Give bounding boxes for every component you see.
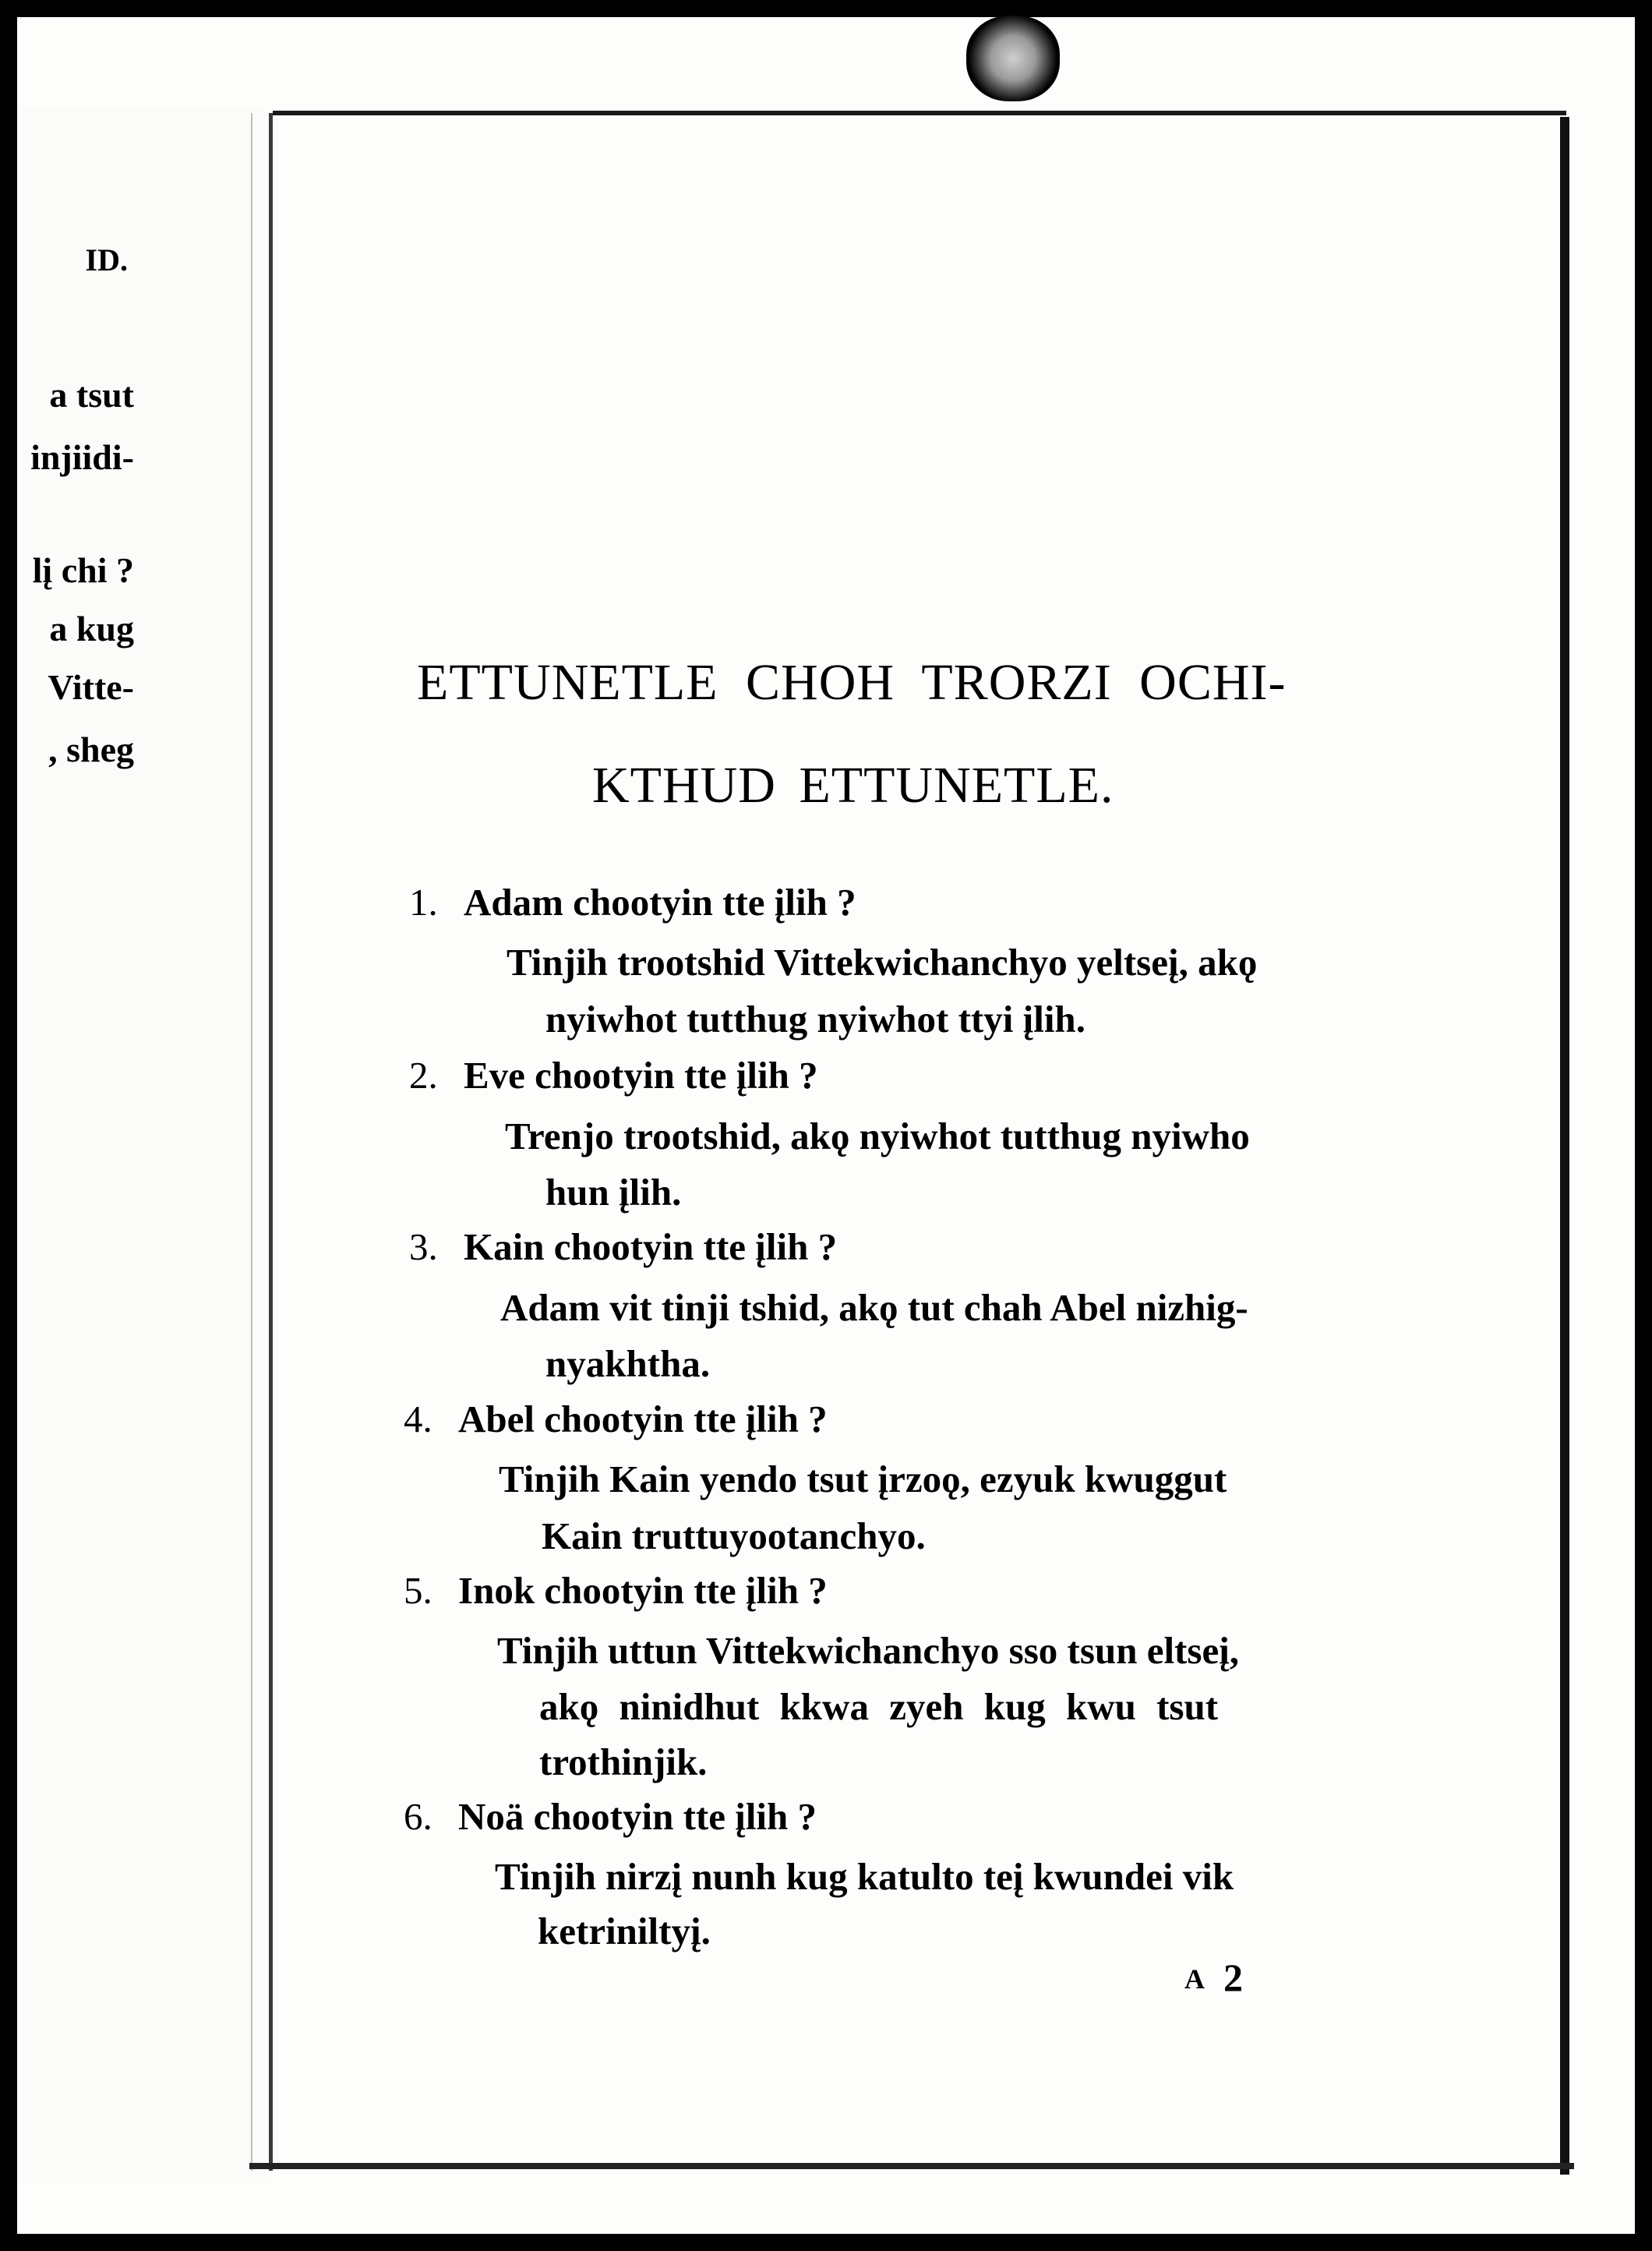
answer-line: Tinjih nirzį nunh kug katulto teį kwundei vik bbox=[495, 1855, 1234, 1898]
question-number: 6. bbox=[404, 1795, 432, 1838]
question-number: 4. bbox=[404, 1398, 432, 1440]
answer-line: Tinjih uttun Vittekwichanchyo sso tsun eltseį, bbox=[497, 1629, 1240, 1672]
question-number: 5. bbox=[404, 1569, 432, 1612]
page-heading-line-2: KTHUD ETTUNETLE. bbox=[592, 757, 1114, 814]
question bbox=[404, 1571, 828, 1610]
question-number: 1. bbox=[409, 881, 438, 924]
page-heading-line-1: ETTUNETLE CHOH TRORZI OCHI- bbox=[417, 654, 1287, 711]
question bbox=[409, 1225, 838, 1268]
main-page bbox=[273, 115, 1558, 2161]
answer-line: hun įlih. bbox=[545, 1171, 682, 1214]
answer-line: Tinjih trootshid Vittekwichanchyo yeltseį, akǫ bbox=[507, 941, 1258, 984]
question bbox=[404, 1400, 828, 1438]
question-number: 3. bbox=[409, 1225, 438, 1268]
question-text: Eve chootyin tte įlih ? bbox=[464, 1054, 818, 1097]
page-right-edge bbox=[1560, 117, 1569, 2175]
question bbox=[409, 881, 856, 924]
page-number: 2 bbox=[1223, 1956, 1243, 1999]
answer-line: Kain truttuyootanchyo. bbox=[542, 1514, 926, 1557]
answer-line: nyiwhot tutthug nyiwhot ttyi įlih. bbox=[545, 998, 1085, 1041]
page-bottom-edge bbox=[249, 2163, 1574, 2169]
answer-line: trothinjik. bbox=[539, 1740, 708, 1783]
question-text: Adam chootyin tte įlih ? bbox=[464, 881, 856, 924]
answer-line: Adam vit tinji tshid, akǫ tut chah Abel nizhig- bbox=[500, 1286, 1248, 1329]
answer-line: Tinjih Kain yendo tsut įrzoǫ, ezyuk kwuggut bbox=[499, 1458, 1227, 1500]
answer-line: nyakhtha. bbox=[545, 1342, 711, 1385]
signature-mark: A bbox=[1184, 1963, 1205, 1995]
question-text: Kain chootyin tte įlih ? bbox=[464, 1225, 838, 1268]
answer-line: akǫ ninidhut kkwa zyeh kug kwu tsut bbox=[539, 1685, 1219, 1728]
question-number: 2. bbox=[409, 1054, 438, 1097]
answer-line: Trenjo trootshid, akǫ nyiwhot tutthug nyiwho bbox=[505, 1115, 1250, 1157]
question-text: Inok chootyin tte įlih ? bbox=[458, 1569, 828, 1612]
question bbox=[409, 1054, 818, 1097]
ink-stain bbox=[966, 16, 1060, 101]
question-text: Noä chootyin tte įlih ? bbox=[458, 1795, 817, 1838]
left-page-fragment: ID. a tsut injiidi- lį chi ? a kug Vitte- , sheg bbox=[17, 109, 267, 2182]
question-text: Abel chootyin tte įlih ? bbox=[458, 1398, 828, 1440]
question bbox=[404, 1797, 817, 1836]
page-gutter-shadow bbox=[251, 113, 252, 2171]
answer-line: ketriniltyį. bbox=[538, 1910, 711, 1952]
